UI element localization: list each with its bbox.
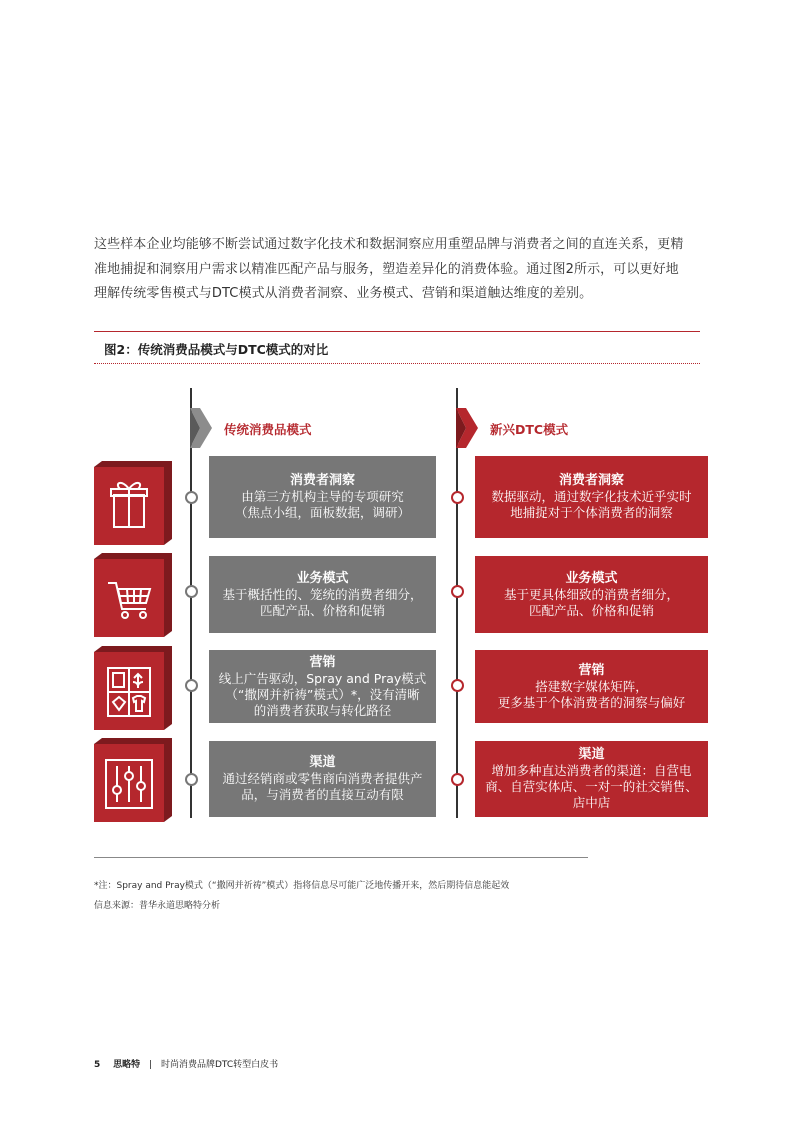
intro-paragraph [94, 233, 706, 307]
traditional-channel-box [209, 741, 436, 817]
box-text-line: 更多基于个体消费者的洞察与偏好 [497, 694, 686, 710]
box-text-line: 店中店 [572, 795, 611, 810]
traditional-model-heading: 传统消费品模式 [224, 422, 312, 437]
intro-line: 准地捕捉和洞察用户需求以精准匹配产品与服务，塑造差异化的消费体验。通过图2所示，可以更好地 [94, 261, 679, 277]
figure-top-rule [94, 331, 700, 332]
box-text-line: 匹配产品、价格和促销 [528, 602, 654, 618]
box-text-line: 基于概括性的、笼统的消费者细分， [222, 586, 423, 602]
timeline-node [451, 585, 464, 598]
dtc-timeline-line [456, 388, 458, 818]
box-text-line: （焦点小组，面板数据，调研） [234, 505, 410, 520]
traditional-business-model-box [209, 556, 436, 633]
box-title: 业务模式 [296, 570, 349, 586]
intro-line: 这些样本企业均能够不断尝试通过数字化技术和数据洞察应用重塑品牌与消费者之间的直连关系，更精 [94, 237, 684, 252]
traditional-consumer-insight-box [209, 456, 436, 538]
chevron-right-icon [456, 408, 478, 448]
page-number: 5 [94, 1060, 101, 1070]
timeline-node [185, 773, 198, 786]
box-text-line: 增加多种直达消费者的渠道：自营电 [491, 763, 692, 778]
box-text-line: 的消费者获取与转化路径 [253, 702, 392, 718]
figure-dotted-rule [94, 363, 700, 364]
dtc-model-heading: 新兴DTC模式 [490, 422, 569, 437]
box-title: 业务模式 [565, 570, 618, 586]
timeline-node [185, 679, 198, 692]
timeline-node [185, 585, 198, 598]
box-title: 渠道 [578, 747, 605, 762]
footnote: *注：Spray and Pray模式（“撒网并祈祷”模式）指将信息尽可能广泛地传播开来，然后期待信息能起效 [94, 881, 510, 891]
dtc-business-model-box [475, 556, 708, 633]
box-text-line: 品，与消费者的直接互动有限 [241, 787, 404, 802]
intro-line: 理解传统零售模式与DTC模式从消费者洞察、业务模式、营销和渠道触达维度的差别。 [94, 286, 593, 301]
page-footer [94, 1057, 278, 1070]
box-text-line: （“撒网并祈祷”模式）*，没有清晰 [225, 686, 420, 702]
source-note: 信息来源：普华永道思略特分析 [94, 901, 221, 911]
box-title: 消费者洞察 [289, 473, 355, 488]
timeline-node [451, 773, 464, 786]
box-text-line: 搭建数字媒体矩阵， [535, 678, 648, 694]
box-text-line: 通过经销商或零售商向消费者提供产 [222, 771, 423, 786]
box-title: 消费者洞察 [558, 473, 624, 488]
dtc-marketing-box [475, 650, 708, 723]
footer-separator: | [149, 1060, 153, 1070]
box-text-line: 基于更具体细致的消费者细分， [503, 586, 679, 602]
shopping-cart-icon [94, 553, 172, 633]
traditional-marketing-box [209, 650, 436, 723]
gift-icon [94, 461, 172, 541]
dtc-consumer-insight-box [475, 456, 708, 538]
box-text-line: 商、自营实体店、一对一的社交销售、 [485, 779, 698, 794]
figure-title: 图2：传统消费品模式与DTC模式的对比 [104, 342, 329, 357]
marketing-grid-icon [94, 646, 172, 726]
timeline-node [451, 491, 464, 504]
timeline-node [451, 679, 464, 692]
chevron-right-icon [190, 408, 212, 448]
timeline-node [185, 491, 198, 504]
box-text-line: 由第三方机构主导的专项研究 [241, 489, 404, 504]
sliders-icon [94, 738, 172, 818]
box-text-line: 数据驱动，通过数字化技术近乎实时 [491, 489, 692, 504]
traditional-timeline-line [190, 388, 192, 818]
dtc-channel-box [475, 741, 708, 817]
box-title: 营销 [309, 654, 336, 670]
box-text-line: 线上广告驱动，Spray and Pray模式 [218, 670, 427, 686]
box-title: 营销 [578, 662, 605, 678]
box-text-line: 匹配产品、价格和促销 [259, 602, 385, 618]
footnote-rule [94, 857, 588, 858]
box-title: 渠道 [309, 755, 336, 770]
footer-brand: 思略特 [113, 1060, 141, 1070]
footer-doc-title: 时尚消费品牌DTC转型白皮书 [160, 1060, 279, 1070]
box-text-line: 地捕捉对于个体消费者的洞察 [510, 505, 673, 520]
